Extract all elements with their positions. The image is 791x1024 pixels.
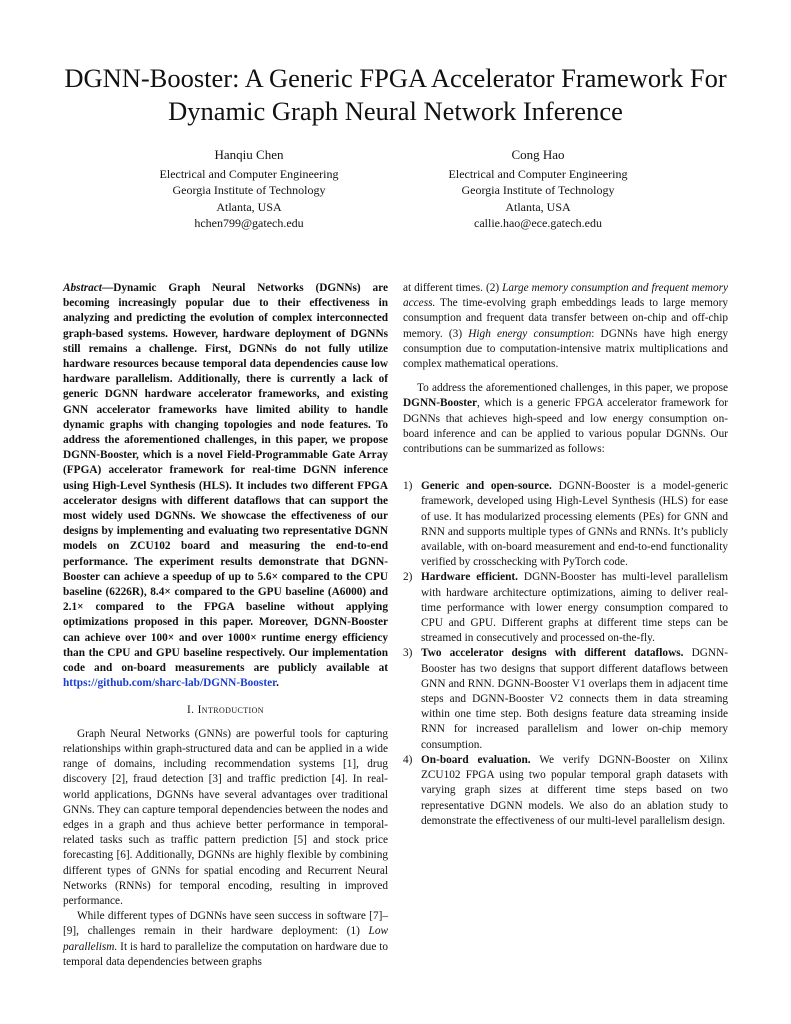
contribution-text: DGNN-Booster is a model-generic framework, developed using High-Level Synthesis (HLS) for ease of use. It has modularized processing elements (PEs) for GNN and RNN and supports multiple types of GNNs and RNNs. It’s publicly available, with on-board measurement and end-to-end functionality verified by crosschecking with PyTorch code. [421,480,729,569]
intro-p2-text-d: : DGNNs have high energy consumption due to computation-intensive matrix multiplications and complex mathematical operations. [403,327,729,371]
intro-p3-name: DGNN-Booster [403,397,478,410]
contribution-heading: Hardware efficient. [421,571,518,584]
abstract [63,281,388,691]
section-title: Introduction [197,704,264,717]
contribution-number: 2) [403,571,413,584]
author-email: hchen799@gatech.edu [194,215,304,230]
title-line-1: DGNN-Booster: A Generic FPGA Accelerator Framework For [64,63,727,93]
abstract-label: Abstract [63,282,102,294]
intro-p2-text-b-right: at different times. (2) [403,282,503,294]
intro-p3-text-c: , which is a generic FPGA accelerator framework for DGNNs that achieves high-speed and low energy consumption on-board inference and can be applied to various popular DGNNs. Our contributions can be summarized as follows: [403,397,728,456]
intro-p2-text-a: While different types of DGNNs have seen success in software [7]–[9], challenges remain in their hardware deployment: (1) [63,910,388,938]
contribution-item [403,570,728,646]
author-institute: Georgia Institute of Technology [461,183,615,198]
author-department: Electrical and Computer Engineering [448,167,628,182]
author-location: Atlanta, USA [216,199,282,214]
section-number: I. [187,704,195,717]
contribution-number: 4) [403,753,413,766]
contribution-text: DGNN-Booster has two designs that support different dataflows between GNN and RNN. DGNN-Booster V1 overlaps them in adjacent time steps and DGNN-Booster V2 connects them in data streaming within one time step. Both designs feature data streaming inside RNN for increased parallelism and lower on-chip memory consumption. [421,647,728,751]
abstract-dash: — [101,282,114,294]
paper-title [40,62,751,128]
author-name: Cong Hao [511,147,565,162]
author-block-1 [99,147,399,231]
contribution-number: 1) [403,480,413,493]
contribution-text: DGNN-Booster has multi-level parallelism with hardware architecture optimizations, aiming to deliver real-time performance with lower energy consumption compared to CPU and GPU. Different graphs at different time steps can be streamed in consecutively and processed on-the-fly. [421,571,729,645]
contribution-item [403,646,728,752]
contribution-heading: Generic and open-source. [421,480,552,493]
intro-paragraph-1: Graph Neural Networks (GNNs) are powerful tools for capturing relationships within graph-structured data and can be applied in a wide range of domains, including recommendation systems [1], drug discovery [2], fraud detection [3] and traffic prediction [4]. In real-world applications, DGNNs have several advantages over traditional GNNs. They can capture temporal dependencies between the nodes and edges in a graph and thus achieve better performance in temporal-related tasks such as traffic pattern prediction [5] and stock price forecasting [6]. Additionally, DGNNs are highly flexible by combining different types of GNNs for spatial encoding and Recurrent Neural Networks (RNNs) for temporal encoding, resulting in improved performance. [63,727,388,907]
title-line-2: Dynamic Graph Neural Network Inference [168,96,623,126]
intro-p3-text-a: To address the aforementioned challenges, in this paper, we propose [417,382,728,395]
abstract-end: . [276,677,279,690]
spacer [403,457,728,479]
contribution-heading: On-board evaluation. [421,753,531,766]
intro-paragraph-2-continued [403,281,728,372]
intro-paragraph-2-start [63,909,388,970]
spacer [403,372,728,381]
author-department: Electrical and Computer Engineering [159,167,339,182]
contribution-heading: Two accelerator designs with different dataflows. [421,647,684,660]
author-block-2 [388,147,688,231]
contribution-item [403,479,728,570]
intro-p2-emphasis-2: Large memory consumption and frequent memory access. [403,282,728,310]
intro-p2-emphasis-1: Low parallelism. [63,925,388,953]
intro-p2-emphasis-3: High energy consumption [468,327,592,340]
author-institute: Georgia Institute of Technology [172,183,326,198]
author-email: callie.hao@ece.gatech.edu [474,215,602,230]
contributions-list [403,479,728,829]
author-name: Hanqiu Chen [214,147,284,162]
abstract-text: Dynamic Graph Neural Networks (DGNNs) are becoming increasingly popular due to their effectiveness in analyzing and predicting the evolution of complex interconnected graph-based systems. However, hardware deployment of DGNNs still remains a challenge. First, DGNNs do not fully utilize hardware resources because temporal data dependencies cause low hardware parallelism. Additionally, there is currently a lack of generic DGNN hardware accelerator frameworks, and existing GNN accelerator frameworks have limited ability to handle dynamic graphs with changing topologies and node features. To address the aforementioned challenges, in this paper, we propose DGNN-Booster, which is a novel Field-Programmable Gate Array (FPGA) accelerator framework for real-time DGNN inference using High-Level Synthesis (HLS). It includes two different FPGA accelerator designs with different dataflows that can support the most widely used DGNNs. We showcase the effectiveness of our designs by implementing and evaluating two representative DGNN models on ZCU102 board and measuring the end-to-end performance. The experiment results demonstrate that DGNN-Booster can achieve a speedup of up to 5.6× compared to the CPU baseline (6226R), 8.4× compared to the GPU baseline (A6000) and 2.1× compared to the FPGA baseline without applying optimizations proposed in this paper. Moreover, DGNN-Booster can achieve over 100× and over 1000× runtime energy efficiency than the CPU and GPU baseline respectively. Our implementation code and on-board measurements are publicly available at [63,282,388,675]
contribution-text: We verify DGNN-Booster on Xilinx ZCU102 FPGA using two popular temporal graph datasets with varying graph sizes at different time steps based on two representative DGNN models. We also do an ablation study to demonstrate the effectiveness of our multi-level parallelism design. [421,753,728,827]
contribution-number: 3) [403,647,413,660]
left-column [63,281,388,970]
right-column [403,281,728,829]
intro-p2-text-c: The time-evolving graph embeddings leads to large memory consumption and frequent data transfer between on-chip and off-chip memory. (3) [403,297,728,340]
section-heading [63,703,388,718]
author-location: Atlanta, USA [505,199,571,214]
intro-paragraph-3 [403,381,728,457]
contribution-item [403,753,728,829]
intro-p2-text-b-left: It is hard to parallelize the computation on hardware due to temporal data dependencies between graphs [63,940,388,968]
code-repository-link[interactable]: https://github.com/sharc-lab/DGNN-Booster [63,677,277,690]
